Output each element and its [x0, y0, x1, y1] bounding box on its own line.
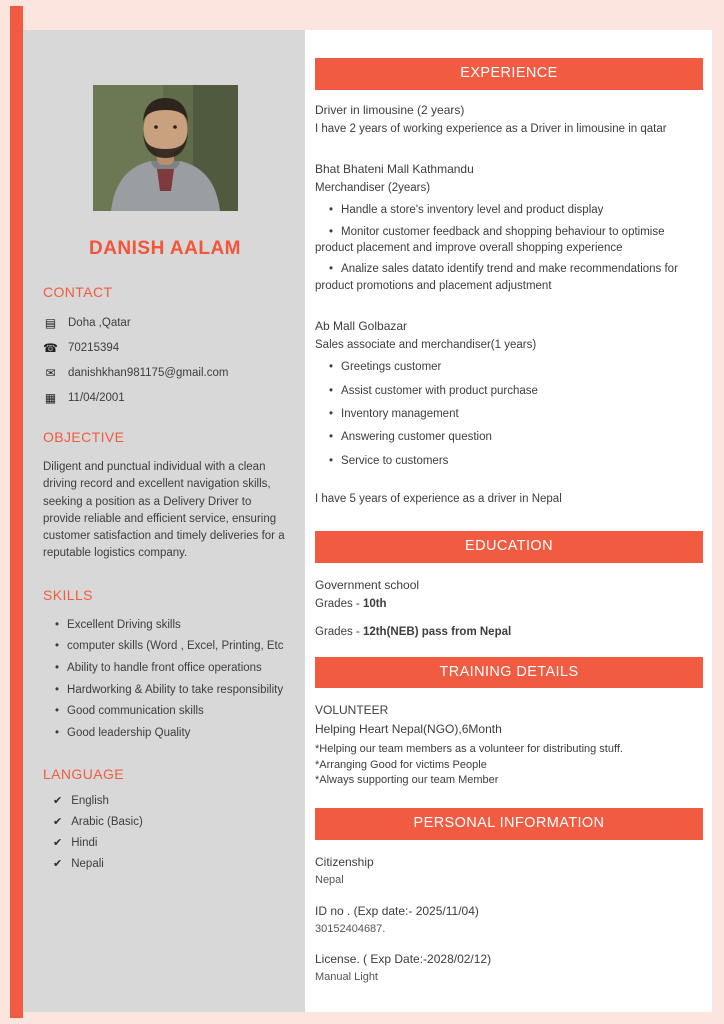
- accent-stripe: [10, 6, 23, 1018]
- language-item: [43, 857, 287, 870]
- contact-text: 70215394: [68, 342, 120, 354]
- experience-bullet: [315, 429, 703, 445]
- personal-info-item: [315, 903, 703, 938]
- training-title: VOLUNTEER: [315, 703, 389, 718]
- contact-list: [43, 316, 287, 405]
- experience-bullets: [315, 359, 703, 469]
- training-note: *Helping our team members as a volunteer for distributing stuff.: [315, 743, 623, 756]
- contact-text: 11/04/2001: [68, 392, 125, 404]
- bullet-text: Handle a store's inventory level and product display: [341, 204, 604, 217]
- bullet-icon: •: [329, 407, 334, 420]
- section-banner-education: EDUCATION: [315, 531, 703, 563]
- grade-line: [315, 624, 703, 640]
- check-icon: ✔: [53, 836, 63, 849]
- experience-summary: I have 5 years of experience as a driver in Nepal: [315, 492, 562, 505]
- id-card-icon: ▤: [44, 316, 57, 330]
- language-text: Arabic (Basic): [71, 815, 143, 828]
- experience-bullet: [315, 202, 703, 218]
- check-icon: ✔: [53, 815, 63, 828]
- contact-text: danishkhan981175@gmail.com: [68, 367, 229, 379]
- bullet-icon: •: [329, 384, 334, 397]
- language-item: [43, 794, 287, 807]
- section-banner-training: TRAINING DETAILS: [315, 657, 703, 689]
- skill-item: [43, 703, 287, 720]
- experience-bullet: [315, 224, 703, 257]
- training-note: *Always supporting our team Member: [315, 773, 499, 786]
- email-icon: ✉: [45, 366, 56, 380]
- skill-text: Ability to handle front office operations: [67, 661, 262, 674]
- experience-bullet: [315, 453, 703, 469]
- bullet-icon: •: [329, 263, 334, 276]
- bullet-icon: •: [329, 454, 334, 467]
- bullet-text: Inventory management: [341, 407, 459, 420]
- section-banner-personal-info: PERSONAL INFORMATION: [315, 808, 703, 840]
- candidate-name: DANISH AALAM: [88, 238, 241, 259]
- experience-bullet: [315, 406, 703, 422]
- bullet-text: Monitor customer feedback and shopping behaviour to optimise product placement and improve overall shopping experience: [315, 225, 665, 254]
- skill-text: computer skills (Word , Excel, Printing, Etc: [67, 640, 284, 653]
- job-title: Bhat Bhateni Mall Kathmandu: [315, 161, 474, 176]
- skill-item: [43, 617, 287, 634]
- bullet-icon: •: [55, 618, 60, 631]
- skill-text: Hardworking & Ability to take responsibility: [67, 683, 284, 696]
- training-org: Helping Heart Nepal(NGO),6Month: [315, 722, 502, 737]
- skill-text: Good leadership Quality: [67, 726, 191, 739]
- skills-heading: SKILLS: [43, 586, 93, 603]
- bullet-icon: •: [55, 640, 60, 653]
- language-item: [43, 815, 287, 828]
- objective-text: Diligent and punctual individual with a clean driving record and excellent navigation skills, seeking a position as a Delivery Driver to provide reliable and efficient service, ensuring customer satisfaction and timely deliveries for a reputable logistics company.: [43, 461, 285, 560]
- bullet-icon: •: [55, 661, 60, 674]
- job-role: Sales associate and merchandiser(1 years): [315, 338, 537, 351]
- contact-item-location: [43, 316, 287, 330]
- language-text: Hindi: [71, 836, 98, 849]
- language-list: [43, 794, 287, 870]
- skill-item: [43, 660, 287, 677]
- section-banner-experience: EXPERIENCE: [315, 58, 703, 90]
- experience-bullet: [315, 359, 703, 375]
- personal-info-item: [315, 951, 703, 986]
- bullet-text: Answering customer question: [341, 431, 492, 444]
- main-column: [305, 30, 712, 1012]
- skill-item: [43, 682, 287, 699]
- training-note: *Arranging Good for victims People: [315, 758, 487, 771]
- contact-heading: CONTACT: [43, 284, 113, 300]
- job-title: Driver in limousine (2 years): [315, 102, 465, 117]
- bullet-icon: •: [55, 705, 60, 718]
- skill-item: [43, 725, 287, 742]
- bullet-icon: •: [329, 361, 334, 374]
- bullet-icon: •: [329, 225, 334, 238]
- bullet-text: Service to customers: [341, 454, 449, 467]
- language-heading: LANGUAGE: [43, 765, 124, 782]
- language-text: Nepali: [71, 857, 104, 870]
- contact-item-phone: [43, 341, 287, 355]
- language-text: English: [71, 794, 109, 807]
- bullet-text: Analize sales datato identify trend and make recommendations for product promotions and placement adjustment: [315, 263, 678, 292]
- contact-item-birthdate: [43, 391, 287, 405]
- job-role: Merchandiser (2years): [315, 181, 431, 194]
- photo-wrap: [43, 85, 287, 216]
- profile-photo: [93, 85, 238, 211]
- grade-line: [315, 596, 703, 612]
- bullet-text: Assist customer with product purchase: [341, 384, 538, 397]
- bullet-icon: •: [55, 683, 60, 696]
- experience-bullet: [315, 261, 703, 294]
- bullet-icon: •: [329, 204, 334, 217]
- skill-text: Excellent Driving skills: [67, 618, 181, 631]
- personal-info-item: [315, 854, 703, 889]
- personal-info-label: License. ( Exp Date:-2028/02/12): [315, 952, 492, 967]
- contact-item-email: [43, 366, 287, 380]
- personal-info-value: Nepal: [315, 873, 344, 886]
- grade-prefix: Grades -: [315, 626, 363, 639]
- calendar-icon: ▦: [44, 391, 57, 405]
- bullet-icon: •: [329, 431, 334, 444]
- personal-info-label: ID no . (Exp date:- 2025/11/04): [315, 903, 479, 918]
- check-icon: ✔: [53, 794, 63, 807]
- sidebar: [23, 30, 305, 1012]
- skills-list: [43, 617, 287, 742]
- grade-value: 12th(NEB) pass from Nepal: [362, 626, 512, 639]
- experience-bullet: [315, 383, 703, 399]
- resume-body: [23, 30, 712, 1012]
- skill-item: [43, 638, 287, 655]
- objective-heading: OBJECTIVE: [43, 429, 125, 445]
- school-name: Government school: [315, 577, 420, 592]
- personal-info-value: 30152404687.: [315, 922, 386, 935]
- skill-text: Good communication skills: [67, 705, 204, 718]
- check-icon: ✔: [53, 857, 63, 870]
- experience-bullets: [315, 202, 703, 294]
- bullet-text: Greetings customer: [341, 361, 442, 374]
- job-description: I have 2 years of working experience as a Driver in limousine in qatar: [315, 122, 667, 135]
- job-title: Ab Mall Golbazar: [315, 318, 408, 333]
- bullet-icon: •: [55, 726, 60, 739]
- grade-prefix: Grades -: [315, 597, 363, 610]
- personal-info-value: Manual Light: [315, 971, 378, 984]
- contact-text: Doha ,Qatar: [68, 317, 131, 329]
- grade-value: 10th: [362, 597, 387, 610]
- phone-icon: ☎: [43, 341, 58, 355]
- personal-info-label: Citizenship: [315, 854, 374, 869]
- language-item: [43, 836, 287, 849]
